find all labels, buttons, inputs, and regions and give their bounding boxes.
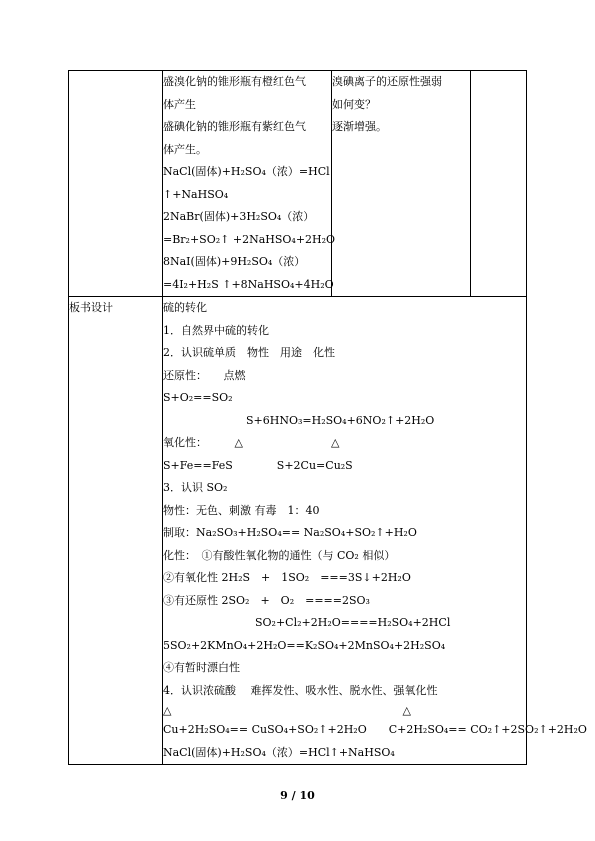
question-cell [332, 71, 471, 297]
page-number: 9 / 10 [280, 789, 315, 802]
board-line: 3．认识 SO₂ [163, 481, 228, 494]
heat-symbol-line: △ △ [163, 704, 411, 717]
board-design-label [69, 297, 163, 765]
equation-line: 8NaI(固体)+9H₂SO₄（浓） [163, 255, 306, 268]
board-line: 物性：无色、刺激 有毒 1：40 [163, 503, 320, 517]
experiment-row [69, 71, 527, 297]
observation-cell [163, 71, 336, 297]
observation-line: 盛碘化钠的锥形瓶有紫红色气 [163, 120, 306, 133]
board-equation: S+6HNO₃=H₂SO₄+6NO₂↑+2H₂O [246, 413, 435, 427]
board-line: 还原性： 点燃 [163, 368, 246, 382]
board-equation: NaCl(固体)+H₂SO₄（浓）=HCl↑+NaHSO₄ [163, 745, 395, 759]
board-line: 2．认识硫单质 物性 用途 化性 [163, 346, 335, 359]
board-design-content [163, 297, 587, 765]
board-equation: S+O₂==SO₂ [163, 391, 233, 404]
board-equation: S+Fe==FeS S+2Cu=Cu₂S [163, 458, 353, 472]
question-line: 溴碘离子的还原性强弱 [332, 75, 442, 88]
board-design-row [69, 297, 527, 765]
equation-line: =4I₂+H₂S ↑+8NaHSO₄+4H₂O [163, 277, 334, 291]
board-equation: 制取：Na₂SO₃+H₂SO₄== Na₂SO₄+SO₂↑+H₂O [163, 526, 417, 539]
board-line: 化性： ①有酸性氧化物的通性（与 CO₂ 相似） [163, 548, 396, 562]
stage-cell [69, 71, 163, 297]
observation-line: 盛溴化钠的锥形瓶有橙红色气 [163, 75, 306, 88]
equation-line: 2NaBr(固体)+3H₂SO₄（浓） [163, 210, 315, 223]
board-line: 4．认识浓硫酸 难挥发性、吸水性、脱水性、强氧化性 [163, 683, 438, 697]
board-equation: SO₂+Cl₂+2H₂O====H₂SO₄+2HCl [255, 616, 451, 629]
answer-line: 逐渐增强。 [332, 120, 387, 133]
equation-line: ↑+NaHSO₄ [163, 187, 229, 201]
board-line: ④有暂时漂白性 [163, 661, 240, 674]
equation-line: NaCl(固体)+H₂SO₄（浓）=HCl [163, 165, 330, 178]
board-heading: 硫的转化 [163, 301, 207, 314]
board-label-text: 板书设计 [69, 301, 113, 314]
board-line: 氧化性： △ △ [163, 436, 340, 449]
notes-cell [471, 71, 527, 297]
lesson-table [68, 70, 587, 765]
observation-line: 体产生 [163, 97, 196, 111]
board-equation: ③有还原性 2SO₂ + O₂ ====2SO₃ [163, 593, 370, 607]
board-equation: Cu+2H₂SO₄== CuSO₄+SO₂↑+2H₂O C+2H₂SO₄== CO₂↑+2SO₂↑+2H₂O [163, 723, 587, 736]
equation-line: =Br₂+SO₂↑ +2NaHSO₄+2H₂O [163, 232, 336, 246]
board-equation: 5SO₂+2KMnO₄+2H₂O==K₂SO₄+2MnSO₄+2H₂SO₄ [163, 638, 446, 652]
board-equation: ②有氧化性 2H₂S + 1SO₂ ===3S↓+2H₂O [163, 571, 411, 584]
board-line: 1．自然界中硫的转化 [163, 323, 269, 337]
observation-line: 体产生。 [163, 142, 207, 156]
question-line: 如何变？ [332, 97, 376, 111]
